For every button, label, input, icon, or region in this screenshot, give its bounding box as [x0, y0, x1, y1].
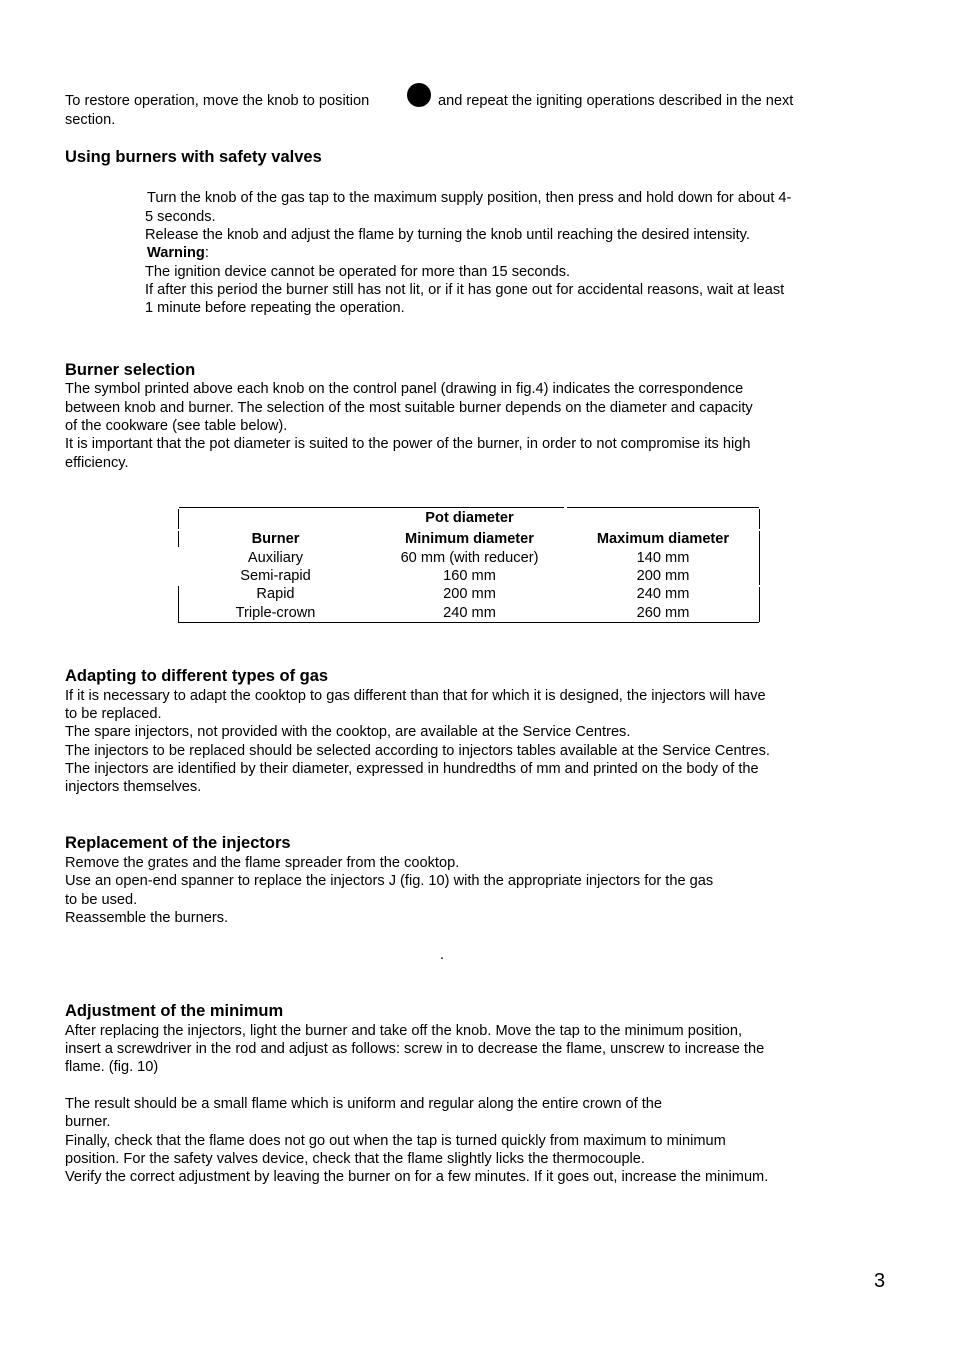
intro-text-c: section. — [65, 112, 116, 128]
table-cell: 60 mm (with reducer) — [400, 549, 539, 566]
table-cell: 240 mm — [443, 604, 496, 621]
table-row — [178, 549, 760, 567]
table-header: Burner — [251, 531, 300, 548]
replacement-line: Use an open-end spanner to replace the injectors J (fig. 10) with the appropriate injectors for the gas — [65, 873, 714, 889]
page-number: 3 — [874, 1270, 886, 1292]
minimum-line: After replacing the injectors, light the burner and take off the knob. Move the tap to the minimum position, — [65, 1023, 743, 1039]
table-cell — [178, 507, 373, 527]
replacement-line: to be used. — [65, 892, 138, 908]
stray-dot: . — [440, 947, 445, 963]
heading-safety-valves: Using burners with safety valves — [65, 148, 322, 166]
table-cell: Semi-rapid — [240, 568, 311, 585]
burner-selection-line: It is important that the pot diameter is suited to the power of the burner, in order to not compromise its high — [65, 436, 751, 452]
replacement-line: Remove the grates and the flame spreader from the cooktop. — [65, 855, 460, 871]
table-cell: 200 mm — [443, 586, 496, 603]
table-cell: Rapid — [256, 586, 295, 603]
gas-line: to be replaced. — [65, 706, 162, 722]
minimum-line: insert a screwdriver in the rod and adjust as follows: screw in to decrease the flame, unscrew to increase the — [65, 1041, 765, 1057]
warning-label — [147, 244, 209, 262]
filled-circle-icon — [407, 83, 431, 107]
burner-selection-line: of the cookware (see table below). — [65, 418, 288, 434]
table-cell: 160 mm — [443, 568, 496, 585]
table-cell: 140 mm — [636, 549, 690, 566]
minimum-line: Finally, check that the flame does not go out when the tap is turned quickly from maximum to minimum — [65, 1133, 726, 1149]
burner-selection-line: efficiency. — [65, 455, 129, 471]
safety-line: Release the knob and adjust the flame by turning the knob until reaching the desired intensity. — [145, 227, 750, 243]
table-row — [178, 585, 760, 603]
minimum-line: flame. (fig. 10) — [65, 1059, 159, 1075]
warning-line: If after this period the burner still has not lit, or if it has gone out for accidental reasons, wait at least — [145, 282, 785, 298]
table-row — [178, 567, 760, 585]
table-cell: 200 mm — [636, 568, 690, 585]
gas-line: If it is necessary to adapt the cooktop to gas different than that for which it is designed, the injectors will have — [65, 688, 766, 704]
warning-label-text: Warning — [147, 245, 205, 261]
heading-injector-replacement: Replacement of the injectors — [65, 834, 291, 852]
heading-burner-selection: Burner selection — [65, 361, 196, 379]
intro-text-b: and repeat the igniting operations described in the next — [438, 93, 794, 109]
table-cell: Triple-crown — [235, 604, 316, 621]
warning-line: The ignition device cannot be operated for more than 15 seconds. — [145, 264, 571, 280]
replacement-line: Reassemble the burners. — [65, 910, 229, 926]
table-header: Maximum diameter — [596, 531, 730, 548]
warning-colon: : — [204, 245, 209, 261]
table-group-header: Pot diameter — [425, 510, 514, 527]
safety-line: 5 seconds. — [145, 209, 216, 225]
gas-line: The spare injectors, not provided with the cooktop, are available at the Service Centres. — [65, 724, 631, 740]
table-header: Minimum diameter — [405, 531, 534, 548]
table-header-row — [178, 527, 760, 548]
burner-selection-line: The symbol printed above each knob on the control panel (drawing in fig.4) indicates the correspondence — [65, 381, 744, 397]
table-cell — [566, 507, 760, 527]
minimum-line: burner. — [65, 1114, 111, 1130]
minimum-line: Verify the correct adjustment by leaving the burner on for a few minutes. If it goes out, increase the minimum. — [65, 1169, 769, 1185]
gas-line: injectors themselves. — [65, 779, 202, 795]
heading-gas-types: Adapting to different types of gas — [65, 667, 329, 685]
safety-line: Turn the knob of the gas tap to the maximum supply position, then press and hold down for about 4- — [147, 190, 792, 206]
gas-line: The injectors to be replaced should be selected according to injectors tables available at the Service Centres. — [65, 743, 770, 759]
heading-minimum-adjustment: Adjustment of the minimum — [65, 1002, 284, 1020]
warning-line: 1 minute before repeating the operation. — [145, 300, 405, 316]
burner-selection-line: between knob and burner. The selection of the most suitable burner depends on the diameter and capacity — [65, 400, 753, 416]
intro-text-a: To restore operation, move the knob to position — [65, 93, 370, 109]
table-cell: 260 mm — [636, 604, 690, 621]
gas-line: The injectors are identified by their diameter, expressed in hundredths of mm and printed on the body of the — [65, 761, 759, 777]
minimum-line: position. For the safety valves device, check that the flame slightly licks the thermocouple. — [65, 1151, 645, 1167]
table-cell: Auxiliary — [247, 549, 304, 566]
minimum-line: The result should be a small flame which is uniform and regular along the entire crown of the — [65, 1096, 663, 1112]
table-cell: 240 mm — [636, 586, 690, 603]
table-row — [178, 603, 760, 621]
pot-diameter-table — [178, 507, 760, 622]
table-row — [178, 507, 760, 527]
